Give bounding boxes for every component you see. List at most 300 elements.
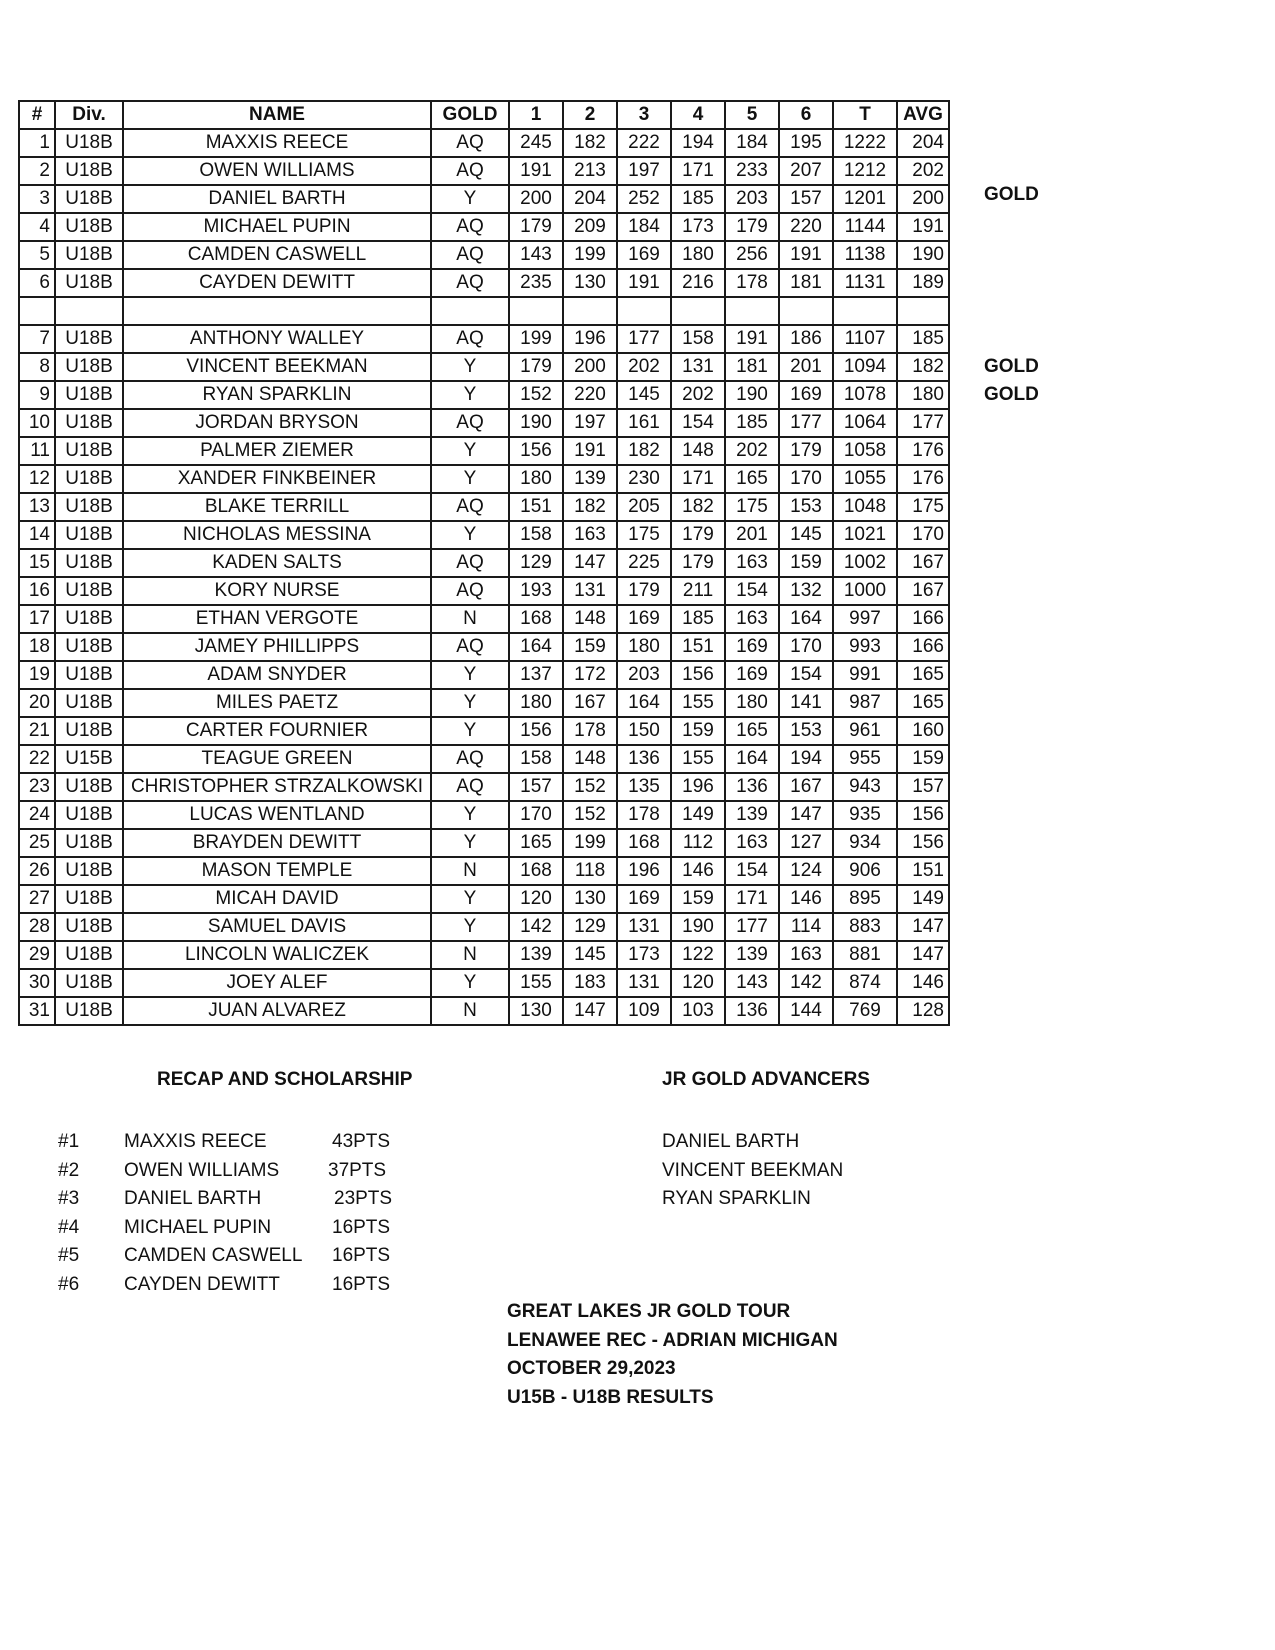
recap-rank: #4: [58, 1216, 80, 1238]
name-cell: OWEN WILLIAMS: [123, 157, 431, 185]
game-3-cell: 169: [617, 885, 671, 913]
game-1-cell: 179: [509, 213, 563, 241]
game-4-cell: 159: [671, 717, 725, 745]
gold-status-cell: AQ: [431, 241, 509, 269]
game-4-cell: 112: [671, 829, 725, 857]
rank-cell: 17: [19, 605, 55, 633]
game-3-cell: 230: [617, 465, 671, 493]
average-cell: 175: [897, 493, 949, 521]
division-cell: U18B: [55, 521, 123, 549]
game-5-cell: 154: [725, 857, 779, 885]
gold-status-cell: Y: [431, 353, 509, 381]
game-3-cell: 175: [617, 521, 671, 549]
game-5-cell: 163: [725, 829, 779, 857]
name-cell: MAXXIS REECE: [123, 129, 431, 157]
division-cell: U18B: [55, 409, 123, 437]
division-cell: U18B: [55, 829, 123, 857]
advancer-name: RYAN SPARKLIN: [662, 1188, 811, 1209]
name-cell: MILES PAETZ: [123, 689, 431, 717]
recap-entry: [58, 1157, 478, 1186]
empty-cell: [55, 297, 123, 325]
gold-status-cell: Y: [431, 717, 509, 745]
game-5-cell: 139: [725, 801, 779, 829]
game-2-cell: 147: [563, 549, 617, 577]
average-cell: 170: [897, 521, 949, 549]
recap-points: 16PTS: [332, 1273, 391, 1295]
game-1-cell: 180: [509, 465, 563, 493]
rank-cell: 10: [19, 409, 55, 437]
game-6-cell: 195: [779, 129, 833, 157]
gold-status-cell: Y: [431, 661, 509, 689]
game-6-cell: 164: [779, 605, 833, 633]
table-row: [19, 885, 949, 913]
header-game-4: 4: [671, 101, 725, 129]
table-row: [19, 941, 949, 969]
total-cell: 987: [833, 689, 897, 717]
game-6-cell: 163: [779, 941, 833, 969]
game-3-cell: 180: [617, 633, 671, 661]
header-game-2: 2: [563, 101, 617, 129]
total-cell: 1002: [833, 549, 897, 577]
division-cell: U18B: [55, 941, 123, 969]
game-5-cell: 201: [725, 521, 779, 549]
name-cell: CHRISTOPHER STRZALKOWSKI: [123, 773, 431, 801]
division-cell: U18B: [55, 353, 123, 381]
header-game-6: 6: [779, 101, 833, 129]
table-row: [19, 717, 949, 745]
game-4-cell: 149: [671, 801, 725, 829]
empty-cell: [431, 297, 509, 325]
recap-entry: [58, 1185, 478, 1214]
average-cell: 185: [897, 325, 949, 353]
recap-points: 16PTS: [332, 1216, 391, 1238]
gold-mark-row-9: GOLD: [984, 384, 1039, 405]
game-6-cell: 220: [779, 213, 833, 241]
game-5-cell: 256: [725, 241, 779, 269]
game-1-cell: 200: [509, 185, 563, 213]
division-cell: U18B: [55, 185, 123, 213]
division-cell: U18B: [55, 801, 123, 829]
total-cell: 1058: [833, 437, 897, 465]
division-cell: U18B: [55, 213, 123, 241]
table-body: [19, 129, 949, 1025]
game-3-cell: 145: [617, 381, 671, 409]
gold-status-cell: AQ: [431, 493, 509, 521]
game-4-cell: 146: [671, 857, 725, 885]
header-game-1: 1: [509, 101, 563, 129]
average-cell: 167: [897, 549, 949, 577]
game-5-cell: 185: [725, 409, 779, 437]
table-row: [19, 129, 949, 157]
game-6-cell: 179: [779, 437, 833, 465]
average-cell: 147: [897, 913, 949, 941]
rank-cell: 7: [19, 325, 55, 353]
game-4-cell: 180: [671, 241, 725, 269]
rank-cell: 19: [19, 661, 55, 689]
game-3-cell: 205: [617, 493, 671, 521]
name-cell: KADEN SALTS: [123, 549, 431, 577]
table-row: [19, 661, 949, 689]
name-cell: NICHOLAS MESSINA: [123, 521, 431, 549]
name-cell: VINCENT BEEKMAN: [123, 353, 431, 381]
recap-name: MAXXIS REECE: [124, 1131, 267, 1152]
game-4-cell: 154: [671, 409, 725, 437]
game-5-cell: 165: [725, 465, 779, 493]
total-cell: 1212: [833, 157, 897, 185]
game-3-cell: 135: [617, 773, 671, 801]
game-2-cell: 172: [563, 661, 617, 689]
game-6-cell: 142: [779, 969, 833, 997]
game-4-cell: 159: [671, 885, 725, 913]
game-6-cell: 207: [779, 157, 833, 185]
advancers-list: [662, 1128, 843, 1214]
game-2-cell: 152: [563, 801, 617, 829]
gold-status-cell: AQ: [431, 157, 509, 185]
table-row: [19, 465, 949, 493]
game-6-cell: 194: [779, 745, 833, 773]
gold-status-cell: AQ: [431, 129, 509, 157]
game-2-cell: 191: [563, 437, 617, 465]
table-row: [19, 157, 949, 185]
game-1-cell: 142: [509, 913, 563, 941]
total-cell: 769: [833, 997, 897, 1025]
game-5-cell: 178: [725, 269, 779, 297]
game-4-cell: 173: [671, 213, 725, 241]
name-cell: ANTHONY WALLEY: [123, 325, 431, 353]
game-1-cell: 156: [509, 717, 563, 745]
game-5-cell: 202: [725, 437, 779, 465]
game-2-cell: 204: [563, 185, 617, 213]
recap-name: CAYDEN DEWITT: [124, 1273, 280, 1295]
average-cell: 200: [897, 185, 949, 213]
game-3-cell: 202: [617, 353, 671, 381]
game-1-cell: 137: [509, 661, 563, 689]
game-4-cell: 185: [671, 185, 725, 213]
game-6-cell: 159: [779, 549, 833, 577]
total-cell: 943: [833, 773, 897, 801]
average-cell: 182: [897, 353, 949, 381]
game-1-cell: 120: [509, 885, 563, 913]
game-4-cell: 196: [671, 773, 725, 801]
total-cell: 906: [833, 857, 897, 885]
game-5-cell: 191: [725, 325, 779, 353]
gold-status-cell: AQ: [431, 745, 509, 773]
total-cell: 934: [833, 829, 897, 857]
footer-date: OCTOBER 29,2023: [507, 1358, 676, 1379]
rank-cell: 27: [19, 885, 55, 913]
game-5-cell: 139: [725, 941, 779, 969]
table-row: [19, 689, 949, 717]
name-cell: CAMDEN CASWELL: [123, 241, 431, 269]
rank-cell: 30: [19, 969, 55, 997]
game-5-cell: 203: [725, 185, 779, 213]
game-2-cell: 152: [563, 773, 617, 801]
average-cell: 180: [897, 381, 949, 409]
game-6-cell: 124: [779, 857, 833, 885]
game-5-cell: 179: [725, 213, 779, 241]
game-2-cell: 178: [563, 717, 617, 745]
game-3-cell: 131: [617, 969, 671, 997]
gold-status-cell: Y: [431, 185, 509, 213]
average-cell: 156: [897, 829, 949, 857]
rank-cell: 22: [19, 745, 55, 773]
game-2-cell: 139: [563, 465, 617, 493]
rank-cell: 1: [19, 129, 55, 157]
division-cell: U18B: [55, 493, 123, 521]
rank-cell: 14: [19, 521, 55, 549]
game-5-cell: 177: [725, 913, 779, 941]
recap-rank: #2: [58, 1159, 80, 1181]
game-6-cell: 127: [779, 829, 833, 857]
game-6-cell: 153: [779, 493, 833, 521]
game-2-cell: 130: [563, 885, 617, 913]
game-5-cell: 163: [725, 605, 779, 633]
division-cell: U18B: [55, 773, 123, 801]
name-cell: MICHAEL PUPIN: [123, 213, 431, 241]
name-cell: ADAM SNYDER: [123, 661, 431, 689]
game-1-cell: 245: [509, 129, 563, 157]
table-row: [19, 549, 949, 577]
average-cell: 190: [897, 241, 949, 269]
results-table: [18, 100, 950, 1026]
rank-cell: 6: [19, 269, 55, 297]
advancer-name: VINCENT BEEKMAN: [662, 1159, 844, 1181]
game-2-cell: 147: [563, 997, 617, 1025]
name-cell: MASON TEMPLE: [123, 857, 431, 885]
game-3-cell: 169: [617, 605, 671, 633]
gold-status-cell: Y: [431, 381, 509, 409]
total-cell: 935: [833, 801, 897, 829]
footer-venue: LENAWEE REC - ADRIAN MICHIGAN: [507, 1329, 838, 1351]
table-row: [19, 773, 949, 801]
game-2-cell: 199: [563, 241, 617, 269]
game-2-cell: 183: [563, 969, 617, 997]
gold-status-cell: Y: [431, 885, 509, 913]
recap-name: OWEN WILLIAMS: [124, 1159, 280, 1181]
rank-cell: 2: [19, 157, 55, 185]
total-cell: 874: [833, 969, 897, 997]
recap-rank: #3: [58, 1188, 80, 1209]
game-4-cell: 171: [671, 157, 725, 185]
game-5-cell: 233: [725, 157, 779, 185]
table-row: [19, 381, 949, 409]
recap-rank: #5: [58, 1245, 80, 1266]
total-cell: 1094: [833, 353, 897, 381]
gold-status-cell: Y: [431, 969, 509, 997]
gold-status-cell: AQ: [431, 213, 509, 241]
game-5-cell: 143: [725, 969, 779, 997]
game-3-cell: 169: [617, 241, 671, 269]
event-footer: [507, 1298, 838, 1412]
division-cell: U18B: [55, 269, 123, 297]
division-cell: U15B: [55, 745, 123, 773]
game-6-cell: 154: [779, 661, 833, 689]
rank-cell: 21: [19, 717, 55, 745]
gold-status-cell: AQ: [431, 269, 509, 297]
game-4-cell: 182: [671, 493, 725, 521]
rank-cell: 28: [19, 913, 55, 941]
game-3-cell: 222: [617, 129, 671, 157]
game-6-cell: 145: [779, 521, 833, 549]
division-cell: U18B: [55, 605, 123, 633]
division-cell: U18B: [55, 717, 123, 745]
recap-rank: #1: [58, 1131, 80, 1152]
game-6-cell: 147: [779, 801, 833, 829]
header-game-3: 3: [617, 101, 671, 129]
game-2-cell: 163: [563, 521, 617, 549]
header-game-5: 5: [725, 101, 779, 129]
empty-cell: [833, 297, 897, 325]
total-cell: 997: [833, 605, 897, 633]
game-5-cell: 136: [725, 773, 779, 801]
advancer-name: DANIEL BARTH: [662, 1131, 800, 1152]
rank-cell: 15: [19, 549, 55, 577]
game-6-cell: 167: [779, 773, 833, 801]
name-cell: SAMUEL DAVIS: [123, 913, 431, 941]
average-cell: 165: [897, 689, 949, 717]
game-6-cell: 170: [779, 465, 833, 493]
game-5-cell: 169: [725, 633, 779, 661]
game-3-cell: 225: [617, 549, 671, 577]
table-row: [19, 857, 949, 885]
game-2-cell: 130: [563, 269, 617, 297]
recap-entry: [58, 1242, 478, 1271]
total-cell: 1107: [833, 325, 897, 353]
game-5-cell: 175: [725, 493, 779, 521]
average-cell: 191: [897, 213, 949, 241]
game-5-cell: 184: [725, 129, 779, 157]
gold-status-cell: AQ: [431, 633, 509, 661]
game-3-cell: 191: [617, 269, 671, 297]
header-gold: GOLD: [431, 101, 509, 129]
table-header-row: [19, 101, 949, 129]
game-4-cell: 151: [671, 633, 725, 661]
game-6-cell: 153: [779, 717, 833, 745]
game-2-cell: 167: [563, 689, 617, 717]
rank-cell: 31: [19, 997, 55, 1025]
game-2-cell: 159: [563, 633, 617, 661]
total-cell: 1144: [833, 213, 897, 241]
game-1-cell: 180: [509, 689, 563, 717]
gold-status-cell: Y: [431, 913, 509, 941]
game-1-cell: 151: [509, 493, 563, 521]
game-1-cell: 158: [509, 521, 563, 549]
empty-cell: [671, 297, 725, 325]
game-5-cell: 164: [725, 745, 779, 773]
game-4-cell: 155: [671, 745, 725, 773]
division-cell: U18B: [55, 381, 123, 409]
average-cell: 157: [897, 773, 949, 801]
table-row: [19, 185, 949, 213]
total-cell: 1222: [833, 129, 897, 157]
table-row: [19, 969, 949, 997]
game-1-cell: 235: [509, 269, 563, 297]
game-1-cell: 170: [509, 801, 563, 829]
table-row: [19, 745, 949, 773]
recap-entry: [58, 1271, 478, 1300]
total-cell: 961: [833, 717, 897, 745]
division-cell: U18B: [55, 885, 123, 913]
name-cell: DANIEL BARTH: [123, 185, 431, 213]
game-6-cell: 191: [779, 241, 833, 269]
game-6-cell: 132: [779, 577, 833, 605]
division-cell: U18B: [55, 437, 123, 465]
total-cell: 1055: [833, 465, 897, 493]
game-5-cell: 169: [725, 661, 779, 689]
gold-status-cell: N: [431, 997, 509, 1025]
total-cell: 1000: [833, 577, 897, 605]
table-row: [19, 633, 949, 661]
game-6-cell: 169: [779, 381, 833, 409]
header-rank: #: [19, 101, 55, 129]
game-2-cell: 148: [563, 605, 617, 633]
game-6-cell: 146: [779, 885, 833, 913]
division-cell: U18B: [55, 997, 123, 1025]
game-2-cell: 148: [563, 745, 617, 773]
game-5-cell: 165: [725, 717, 779, 745]
game-3-cell: 182: [617, 437, 671, 465]
table-row: [19, 409, 949, 437]
gold-advancer-marks: [984, 0, 1064, 1650]
average-cell: 204: [897, 129, 949, 157]
table-row: [19, 353, 949, 381]
gold-status-cell: Y: [431, 801, 509, 829]
recap-entry: [58, 1128, 478, 1157]
total-cell: 895: [833, 885, 897, 913]
game-1-cell: 165: [509, 829, 563, 857]
division-cell: U18B: [55, 913, 123, 941]
game-6-cell: 186: [779, 325, 833, 353]
game-3-cell: 178: [617, 801, 671, 829]
game-6-cell: 201: [779, 353, 833, 381]
game-6-cell: 170: [779, 633, 833, 661]
game-6-cell: 141: [779, 689, 833, 717]
rank-cell: 26: [19, 857, 55, 885]
name-cell: ETHAN VERGOTE: [123, 605, 431, 633]
game-1-cell: 156: [509, 437, 563, 465]
separator-row: [19, 297, 949, 325]
gold-status-cell: AQ: [431, 409, 509, 437]
average-cell: 167: [897, 577, 949, 605]
gold-status-cell: AQ: [431, 325, 509, 353]
game-5-cell: 154: [725, 577, 779, 605]
average-cell: 166: [897, 633, 949, 661]
game-3-cell: 164: [617, 689, 671, 717]
game-1-cell: 168: [509, 605, 563, 633]
name-cell: CARTER FOURNIER: [123, 717, 431, 745]
recap-name: MICHAEL PUPIN: [124, 1216, 272, 1238]
game-4-cell: 179: [671, 521, 725, 549]
game-4-cell: 120: [671, 969, 725, 997]
rank-cell: 8: [19, 353, 55, 381]
name-cell: LINCOLN WALICZEK: [123, 941, 431, 969]
game-6-cell: 157: [779, 185, 833, 213]
name-cell: PALMER ZIEMER: [123, 437, 431, 465]
game-1-cell: 168: [509, 857, 563, 885]
total-cell: 993: [833, 633, 897, 661]
gold-status-cell: Y: [431, 437, 509, 465]
game-2-cell: 213: [563, 157, 617, 185]
rank-cell: 25: [19, 829, 55, 857]
game-3-cell: 177: [617, 325, 671, 353]
average-cell: 159: [897, 745, 949, 773]
table-row: [19, 213, 949, 241]
name-cell: TEAGUE GREEN: [123, 745, 431, 773]
total-cell: 1201: [833, 185, 897, 213]
game-5-cell: 171: [725, 885, 779, 913]
rank-cell: 4: [19, 213, 55, 241]
gold-mark-row-8: GOLD: [984, 356, 1039, 377]
